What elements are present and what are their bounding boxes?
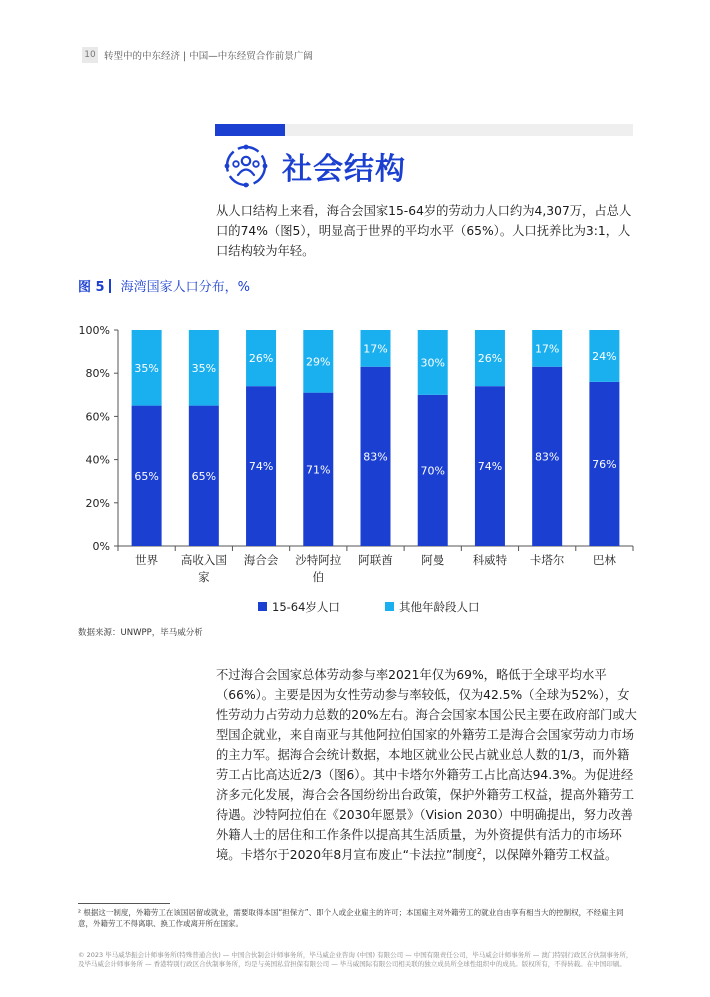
bar-data-label: 65% (134, 469, 159, 483)
figure-separator (109, 279, 111, 293)
y-tick-label: 40% (85, 453, 110, 467)
figure-title: 海湾国家人口分布，% (120, 280, 250, 295)
bar-data-label: 65% (191, 469, 217, 483)
bar-data-label: 26% (248, 352, 274, 366)
page-header (82, 44, 313, 66)
population-chart-svg (78, 318, 638, 628)
section-divider-bar (215, 124, 633, 136)
y-tick-label: 80% (85, 367, 110, 381)
legal-notice: © 2023 毕马威华振会计师事务所(特殊普通合伙) — 中国合伙制会计师事务所，毕马威企业咨询 (中国) 有限公司 — 中国有限责任公司，毕马威会计师事务所 — 澳门特别行政区合伙制事务所，及毕马威会计师事务所 — 香港特别行政区合伙制事务所，均是与英国私营担保有限公司 — 毕马威国际有限公司相关联的独立成员所全球性组织中的成员。版权所有，不得转载。在中国印刷。 (78, 951, 633, 968)
x-category-label: 卡塔尔 (529, 553, 565, 567)
section-heading (224, 142, 406, 190)
footnote-ref[interactable]: 2 (476, 846, 483, 856)
legend-label: 15-64岁人口 (272, 600, 340, 614)
running-title: 转型中的中东经济 | 中国—中东经贸合作前景广阔 (104, 51, 313, 62)
figure-caption (78, 276, 250, 295)
y-tick-label: 0% (92, 540, 110, 553)
bar-data-label: 35% (191, 361, 217, 375)
x-category-label: 世界 (135, 553, 159, 567)
footnote: ² 根据这一制度，外籍劳工在该国居留或就业，需要取得本国“担保方”、即个人或企业雇主的许可；本国雇主对外籍劳工的就业自由享有相当大的控制权，不经雇主同意，外籍劳工不得离职、换工作或离开所在国家。 (78, 908, 624, 928)
x-category-label: 沙特阿拉 (295, 553, 342, 567)
bar-data-label: 71% (306, 463, 331, 477)
labor-paragraph-text: 不过海合会国家总体劳动参与率2021年仅为69%，略低于全球平均水平（66%）。主要是因为女性劳动参与率较低，仅为42.5%（全球为52%），女性劳动力占劳动力总数的20%左右。海合会国家本国公民主要在政府部门或大型国企就业，来自南亚与其他阿拉伯国家的外籍劳工是海合会国家劳动力市场的主力军。据海合会统计数据，本地区就业公民占就业总人数的1/3，而外籍劳工占比高达近2/3（图6）。其中卡塔尔外籍劳工占比高达94.3%。为促进经济多元化发展，海合会各国纷纷出台政策，保护外籍劳工权益，提高外籍劳工待遇。沙特阿拉伯在《2030年愿景》（Vision 2030）中明确提出，努力改善外籍人士的居住和工作条件以提高其生活质量，为外资提供有活力的市场环境。卡塔尔于2020年8月宣布废止“卡法拉”制度 (216, 668, 637, 862)
population-chart (78, 318, 638, 628)
section-title: 社会结构 (282, 152, 406, 187)
bar-data-label: 29% (306, 355, 331, 369)
figure-label: 图 5 (78, 280, 105, 295)
bar-data-label: 17% (534, 342, 560, 356)
legend-label: 其他年龄段人口 (399, 600, 480, 614)
bar-data-label: 24% (592, 349, 617, 363)
data-source: 数据来源：UNWPP，毕马威分析 (78, 628, 203, 638)
x-category-label: 家 (198, 570, 210, 584)
bar-data-label: 74% (248, 460, 274, 474)
x-category-label: 阿联酋 (358, 553, 393, 567)
bar-data-label: 83% (363, 450, 388, 464)
bar-data-label: 83% (534, 450, 560, 464)
x-category-label: 阿曼 (421, 553, 445, 567)
bar-data-label: 35% (134, 361, 159, 375)
x-category-label: 高收入国 (180, 553, 227, 567)
intro-paragraph: 从人口结构上来看，海合会国家15-64岁的劳动力人口约为4,307万，占总人口的74%（图5），明显高于世界的平均水平（65%）。人口抚养比为3:1，人口结构较为年轻。 (216, 204, 632, 258)
bar-data-label: 70% (420, 464, 445, 478)
labor-paragraph-tail: ，以保障外籍劳工权益。 (482, 848, 618, 862)
x-category-label: 科威特 (472, 553, 508, 567)
bar-data-label: 74% (477, 460, 503, 474)
footnote-divider (78, 903, 170, 904)
bar-data-label: 17% (363, 342, 388, 356)
y-tick-label: 60% (85, 410, 110, 424)
page-number: 10 (82, 47, 98, 63)
labor-paragraph (216, 665, 640, 865)
y-tick-label: 20% (85, 496, 110, 510)
people-network-icon (224, 144, 268, 188)
bar-data-label: 30% (420, 356, 445, 370)
legend-swatch (385, 602, 394, 611)
bar-data-label: 76% (592, 457, 617, 471)
x-category-label: 海合会 (243, 553, 279, 567)
legend-swatch (258, 602, 267, 611)
y-tick-label: 100% (78, 324, 110, 337)
x-category-label: 巴林 (592, 553, 616, 567)
x-category-label: 伯 (312, 570, 325, 584)
section-divider-accent (215, 124, 285, 136)
bar-data-label: 26% (477, 352, 503, 366)
